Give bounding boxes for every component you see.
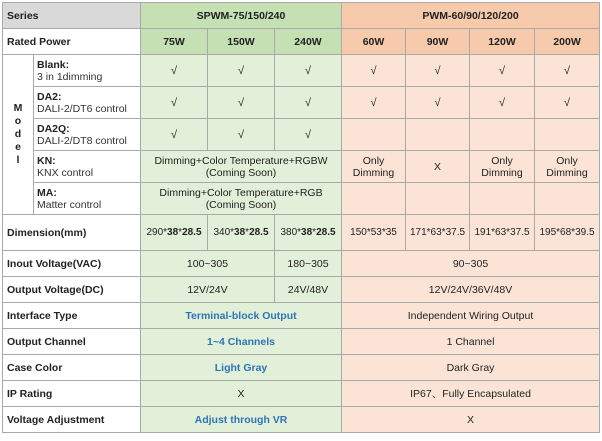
model-desc: DALI-2/DT8 control <box>37 134 127 147</box>
ip-rating-label: IP Rating <box>3 381 141 407</box>
empty-cell <box>535 183 600 215</box>
case-color-spwm: Light Gray <box>141 355 342 381</box>
model-code: DA2: <box>37 90 62 103</box>
kn-120w-note: Only Dimming <box>470 151 535 183</box>
output-channel-spwm: 1~4 Channels <box>141 329 342 355</box>
kn-200w-note: Only Dimming <box>535 151 600 183</box>
dimension-90w: 171*63*37.5 <box>406 215 470 251</box>
output-voltage-pwm: 12V/24V/36V/48V <box>342 277 600 303</box>
model-blank-cell <box>34 55 141 87</box>
output-voltage-spwm-a: 12V/24V <box>141 277 275 303</box>
input-voltage-row <box>3 251 600 277</box>
voltage-adjust-row <box>3 407 600 433</box>
output-voltage-spwm-b: 24V/48V <box>275 277 342 303</box>
model-code: DA2Q: <box>37 122 70 135</box>
dimension-120w: 191*63*37.5 <box>470 215 535 251</box>
model-desc: Matter control <box>37 198 102 211</box>
output-voltage-row <box>3 277 600 303</box>
interface-label: Interface Type <box>3 303 141 329</box>
model-row-blank <box>3 55 600 87</box>
empty-cell <box>342 183 406 215</box>
model-desc: KNX control <box>37 166 94 179</box>
check-mark: √ <box>406 87 470 119</box>
spwm-group-header: SPWM-75/150/240 <box>141 3 342 29</box>
empty-cell <box>470 119 535 151</box>
check-mark: √ <box>141 87 208 119</box>
check-mark: √ <box>535 55 600 87</box>
power-60w: 60W <box>342 29 406 55</box>
check-mark: √ <box>342 55 406 87</box>
check-mark: √ <box>141 119 208 151</box>
voltage-adjust-label: Voltage Adjustment <box>3 407 141 433</box>
input-voltage-spwm-b: 180~305 <box>275 251 342 277</box>
output-channel-pwm: 1 Channel <box>342 329 600 355</box>
spec-table <box>2 2 600 433</box>
model-row-da2q <box>3 119 600 151</box>
model-kn-cell <box>34 151 141 183</box>
kn-spwm-note: Dimming+Color Temperature+RGBW (Coming Soon) <box>141 151 342 183</box>
check-mark: √ <box>535 87 600 119</box>
model-code: KN: <box>37 154 56 167</box>
empty-cell <box>470 183 535 215</box>
power-150w: 150W <box>208 29 275 55</box>
check-mark: √ <box>208 87 275 119</box>
empty-cell <box>535 119 600 151</box>
power-120w: 120W <box>470 29 535 55</box>
dimension-60w: 150*53*35 <box>342 215 406 251</box>
dimension-200w: 195*68*39.5 <box>535 215 600 251</box>
model-row-ma <box>3 183 600 215</box>
model-code: Blank: <box>37 58 70 71</box>
model-row-kn <box>3 151 600 183</box>
check-mark: √ <box>208 119 275 151</box>
ip-rating-pwm: IP67、Fully Encapsulated <box>342 381 600 407</box>
model-desc: 3 in 1dimming <box>37 70 103 83</box>
spec-table-container <box>2 2 600 433</box>
check-mark: √ <box>275 87 342 119</box>
power-200w: 200W <box>535 29 600 55</box>
check-mark: √ <box>470 55 535 87</box>
dimension-150w: 340*38*28.5 <box>208 215 275 251</box>
ip-rating-spwm: X <box>141 381 342 407</box>
check-mark: √ <box>275 119 342 151</box>
check-mark: √ <box>208 55 275 87</box>
check-mark: √ <box>275 55 342 87</box>
check-mark: √ <box>406 55 470 87</box>
model-row-da2 <box>3 87 600 119</box>
pwm-group-header: PWM-60/90/120/200 <box>342 3 600 29</box>
output-channel-row <box>3 329 600 355</box>
empty-cell <box>342 119 406 151</box>
model-ma-cell <box>34 183 141 215</box>
model-da2q-cell <box>34 119 141 151</box>
check-mark: √ <box>470 87 535 119</box>
power-90w: 90W <box>406 29 470 55</box>
interface-spwm: Terminal-block Output <box>141 303 342 329</box>
dimension-row <box>3 215 600 251</box>
rated-power-row <box>3 29 600 55</box>
model-desc: DALI-2/DT6 control <box>37 102 127 115</box>
model-da2-cell <box>34 87 141 119</box>
series-label: Series <box>3 3 141 29</box>
ma-spwm-note: Dimming+Color Temperature+RGB (Coming Soon) <box>141 183 342 215</box>
kn-90w-note: X <box>406 151 470 183</box>
case-color-pwm: Dark Gray <box>342 355 600 381</box>
dimension-label: Dimension(mm) <box>3 215 141 251</box>
voltage-adjust-pwm: X <box>342 407 600 433</box>
dimension-75w: 290*38*28.5 <box>141 215 208 251</box>
ip-rating-row <box>3 381 600 407</box>
power-240w: 240W <box>275 29 342 55</box>
voltage-adjust-spwm: Adjust through VR <box>141 407 342 433</box>
output-voltage-label: Output Voltage(DC) <box>3 277 141 303</box>
dimension-240w: 380*38*28.5 <box>275 215 342 251</box>
model-code: MA: <box>37 186 57 199</box>
kn-60w-note: Only Dimming <box>342 151 406 183</box>
series-row <box>3 3 600 29</box>
model-vertical-label: M o d e l <box>3 55 34 215</box>
check-mark: √ <box>342 87 406 119</box>
input-voltage-spwm-a: 100~305 <box>141 251 275 277</box>
interface-row <box>3 303 600 329</box>
input-voltage-label: Inout Voltage(VAC) <box>3 251 141 277</box>
empty-cell <box>406 119 470 151</box>
power-75w: 75W <box>141 29 208 55</box>
check-mark: √ <box>141 55 208 87</box>
case-color-row <box>3 355 600 381</box>
case-color-label: Case Color <box>3 355 141 381</box>
output-channel-label: Output Channel <box>3 329 141 355</box>
input-voltage-pwm: 90~305 <box>342 251 600 277</box>
empty-cell <box>406 183 470 215</box>
rated-power-label: Rated Power <box>3 29 141 55</box>
interface-pwm: Independent Wiring Output <box>342 303 600 329</box>
